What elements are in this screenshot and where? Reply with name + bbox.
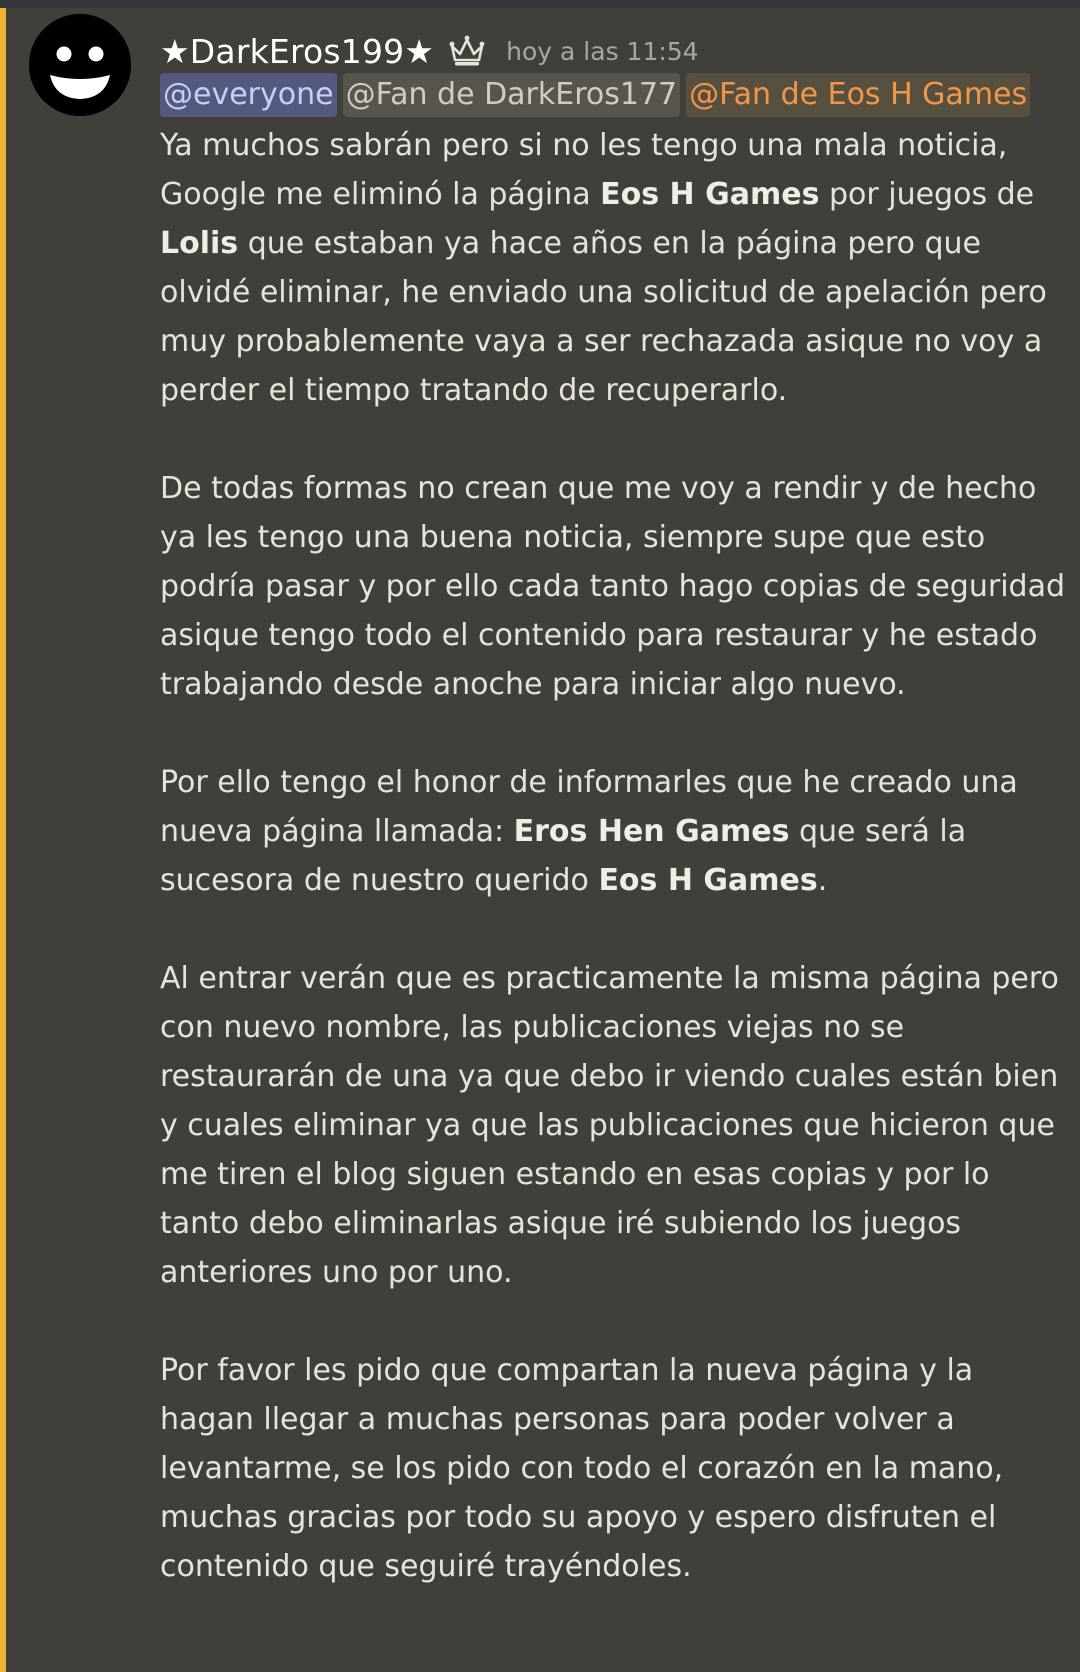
crown-icon: [448, 34, 486, 68]
message-header: [160, 26, 699, 76]
mention-role-fan-eos[interactable]: @Fan de Eos H Games: [686, 73, 1030, 117]
message-paragraph: Al entrar verán que es practicamente la misma página pero con nuevo nombre, las publicaciones viejas no se restaurarán de una ya que debo ir viendo cuales están bien y cuales eliminar ya que las publicaciones que hicieron que me tiren el blog siguen estando en esas copias y por lo tanto debo eliminarlas asique iré subiendo los juegos anteriores uno por uno.: [160, 961, 1059, 1290]
mention-everyone[interactable]: @everyone: [160, 73, 337, 117]
chat-message: [0, 8, 1080, 1672]
message-paragraph: Por favor les pido que compartan la nueva página y la hagan llegar a muchas personas para poder volver a levantarme, se los pido con todo el corazón en la mano, muchas gracias por todo su apoyo y espero disfruten el contenido que seguiré trayéndoles.: [160, 1353, 1004, 1584]
message-paragraph: De todas formas no crean que me voy a rendir y de hecho ya les tengo una buena noticia, siempre supe que esto podría pasar y por ello cada tanto hago copias de seguridad asique tengo todo el contenido para restaurar y he estado trabajando desde anoche para iniciar algo nuevo.: [160, 471, 1065, 702]
mention-line: [160, 72, 1036, 118]
mention-role-fan-darkeros[interactable]: @Fan de DarkEros177: [343, 73, 681, 117]
top-strip: [0, 0, 1080, 8]
timestamp: hoy a las 11:54: [506, 36, 699, 66]
avatar[interactable]: [29, 14, 131, 116]
message-content: [160, 121, 1065, 1591]
message-paragraph: Ya muchos sabrán pero si no les tengo una mala noticia, Google me eliminó la página Eos H Games por juegos de Lolis que estaban ya hace años en la página pero que olvidé eliminar, he enviado una solicitud de apelación pero muy probablemente vaya a ser rechazada asique no voy a perder el tiempo tratando de recuperarlo.: [160, 128, 1047, 408]
username[interactable]: ★DarkEros199★: [160, 31, 435, 71]
message-paragraph: Por ello tengo el honor de informarles que he creado una nueva página llamada: Eros Hen Games que será la sucesora de nuestro querido Eos H Games.: [160, 765, 1018, 898]
smiley-face-icon: [29, 14, 131, 116]
